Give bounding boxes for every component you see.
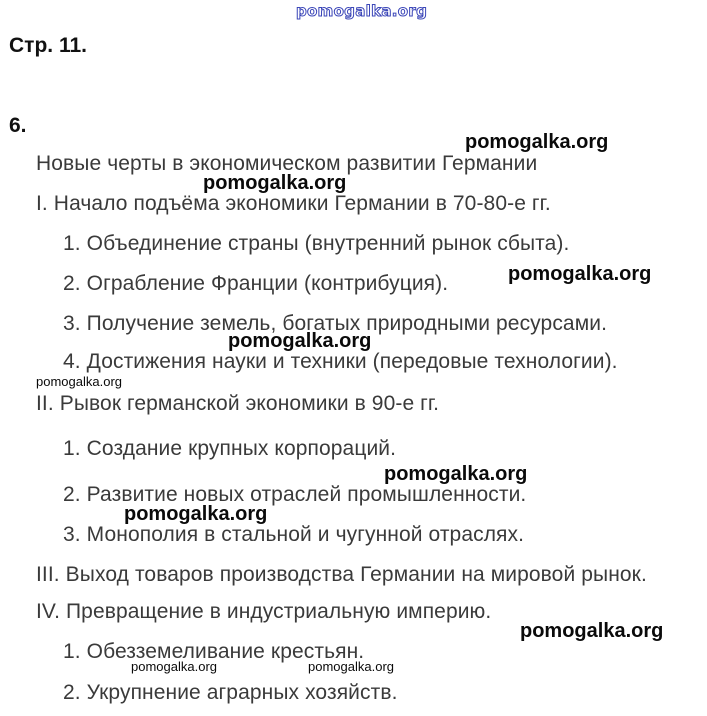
watermark: pomogalka.org xyxy=(131,659,217,674)
list-item: 3. Получение земель, богатых природными ресурсами. xyxy=(63,312,608,335)
list-item: 2. Ограбление Франции (контрибуция). xyxy=(63,272,449,295)
watermark: pomogalka.org xyxy=(228,330,372,352)
list-item: 2. Развитие новых отраслей промышленности. xyxy=(63,483,527,506)
watermark: pomogalka.org xyxy=(465,131,609,153)
watermark: pomogalka.org xyxy=(520,620,664,642)
list-item: 3. Монополия в стальной и чугунной отраслях. xyxy=(63,523,525,546)
watermark: pomogalka.org xyxy=(203,172,347,194)
watermark-top: pomogalka.org xyxy=(296,2,428,20)
list-item: 2. Укрупнение аграрных хозяйств. xyxy=(63,681,398,704)
watermark: pomogalka.org xyxy=(36,374,122,389)
page-label: Стр. 11. xyxy=(9,34,87,57)
section-heading-1: I. Начало подъёма экономики Германии в 70-80-е гг. xyxy=(36,192,551,215)
watermark: pomogalka.org xyxy=(124,503,268,525)
watermark: pomogalka.org xyxy=(384,463,528,485)
task-number: 6. xyxy=(9,114,27,137)
section-heading-4: IV. Превращение в индустриальную империю. xyxy=(36,600,492,623)
watermark: pomogalka.org xyxy=(508,263,652,285)
list-item: 1. Создание крупных корпораций. xyxy=(63,437,397,460)
list-item: 1. Объединение страны (внутренний рынок сбыта). xyxy=(63,232,570,255)
section-heading-3: III. Выход товаров производства Германии на мировой рынок. xyxy=(36,563,647,586)
list-item: 4. Достижения науки и техники (передовые технологии). xyxy=(63,350,618,373)
outline-title: Новые черты в экономическом развитии Германии xyxy=(36,152,538,175)
list-item: 1. Обезземеливание крестьян. xyxy=(63,640,365,663)
watermark: pomogalka.org xyxy=(308,659,394,674)
section-heading-2: II. Рывок германской экономики в 90-е гг. xyxy=(36,392,440,415)
